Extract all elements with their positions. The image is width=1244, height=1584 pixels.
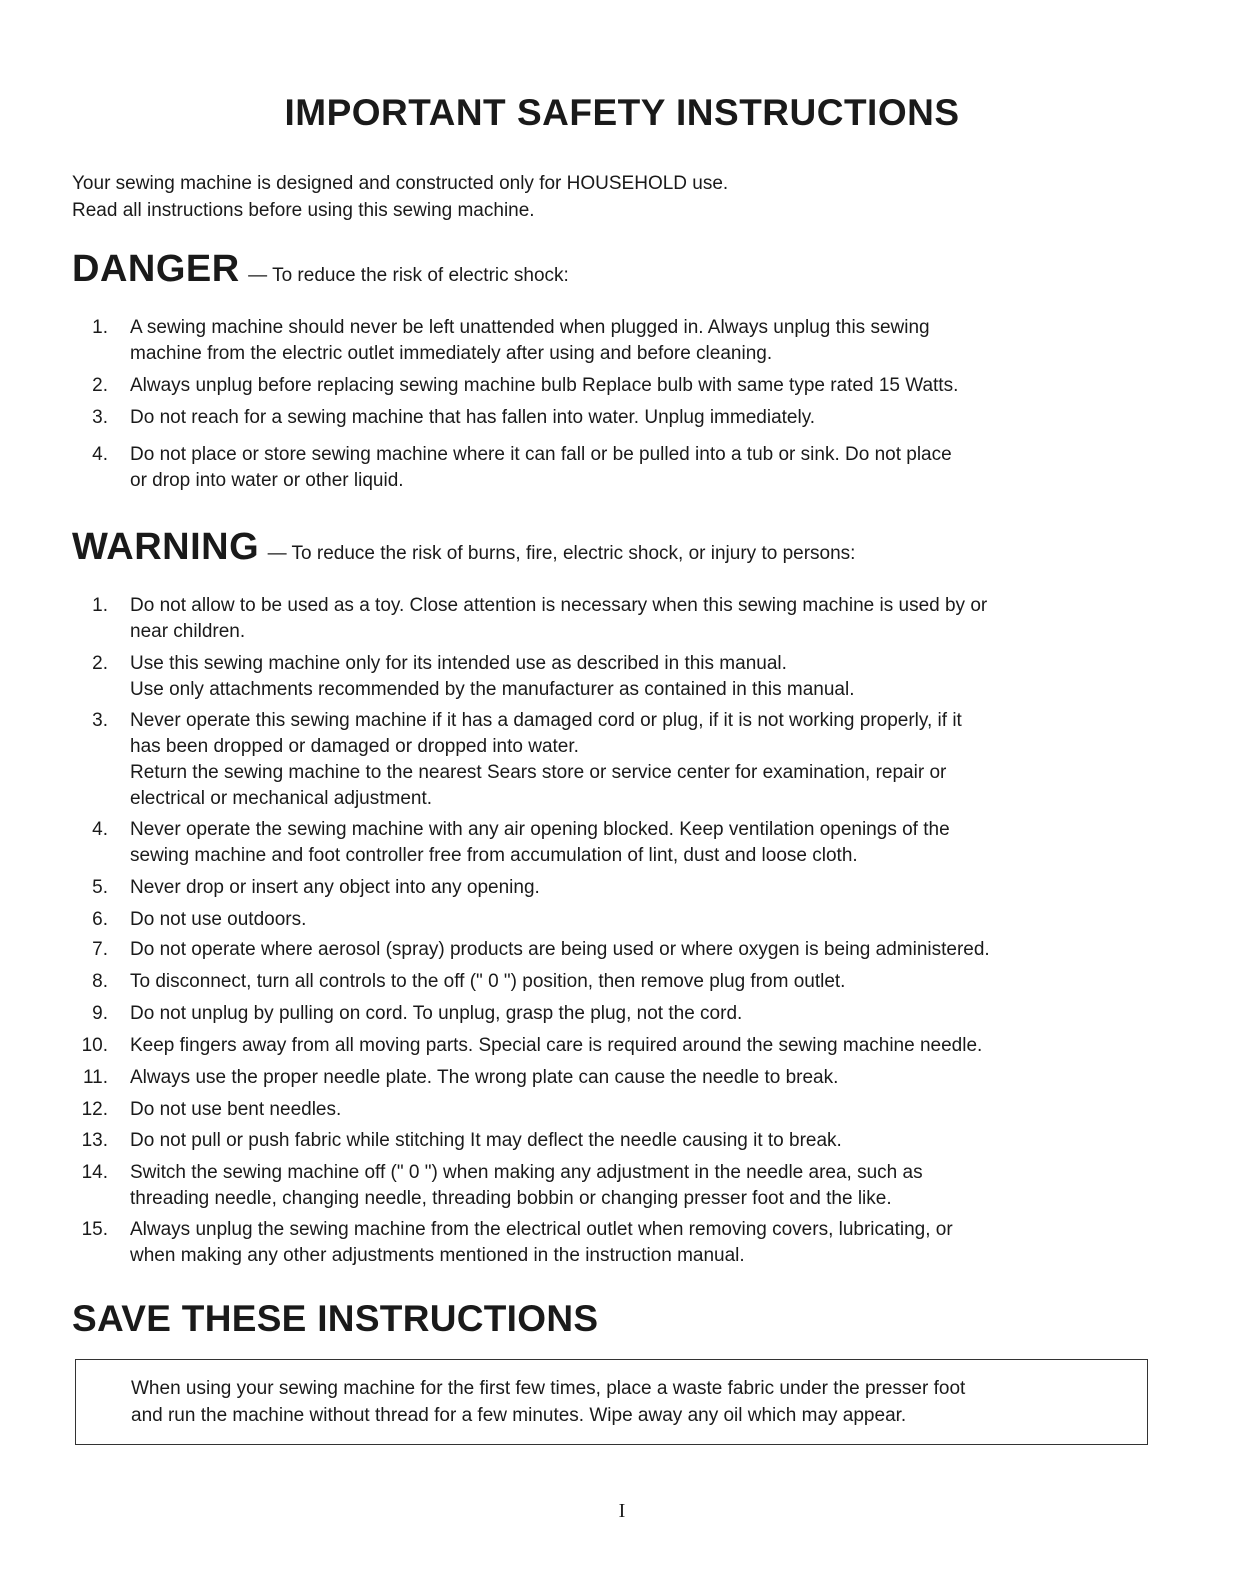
item-line: Do not reach for a sewing machine that has fallen into water. Unplug immediately. bbox=[130, 407, 816, 428]
page-title: IMPORTANT SAFETY INSTRUCTIONS bbox=[284, 92, 960, 133]
item-text bbox=[130, 1217, 953, 1269]
item-text bbox=[130, 1128, 842, 1154]
item-line: threading needle, changing needle, threading bobbin or changing presser foot and the like. bbox=[130, 1188, 892, 1209]
item-text bbox=[130, 1160, 923, 1212]
item-line: Switch the sewing machine off (" 0 ") when making any adjustment in the needle area, such as bbox=[130, 1162, 923, 1183]
item-line: Do not allow to be used as a toy. Close attention is necessary when this sewing machine is used by or bbox=[130, 595, 988, 616]
note-line: When using your sewing machine for the first few times, place a waste fabric under the presser foot bbox=[131, 1378, 966, 1399]
warning-subtitle: — To reduce the risk of burns, fire, electric shock, or injury to persons: bbox=[267, 543, 856, 564]
warning-heading bbox=[72, 526, 855, 569]
item-number: 12. bbox=[81, 1099, 108, 1120]
item-text bbox=[130, 405, 815, 431]
item-line: Never drop or insert any object into any opening. bbox=[130, 877, 540, 898]
note-text bbox=[131, 1375, 965, 1429]
item-line: machine from the electric outlet immediately after using and before cleaning. bbox=[130, 343, 773, 364]
warning-title: WARNING bbox=[72, 526, 260, 568]
item-number: 8. bbox=[92, 971, 108, 992]
item-number: 6. bbox=[92, 909, 108, 930]
item-text bbox=[130, 651, 855, 703]
item-line: Keep fingers away from all moving parts. Special care is required around the sewing machine needle. bbox=[130, 1035, 983, 1056]
item-text bbox=[130, 875, 540, 901]
item-text bbox=[130, 1065, 838, 1091]
item-number: 10. bbox=[81, 1035, 108, 1056]
danger-title: DANGER bbox=[72, 248, 240, 290]
item-line: Do not place or store sewing machine where it can fall or be pulled into a tub or sink. Do not place bbox=[130, 444, 952, 465]
item-text bbox=[130, 1097, 341, 1123]
item-number: 13. bbox=[81, 1130, 108, 1151]
note-line: and run the machine without thread for a few minutes. Wipe away any oil which may appear. bbox=[131, 1405, 907, 1426]
item-line: Use only attachments recommended by the manufacturer as contained in this manual. bbox=[130, 679, 855, 700]
item-number: 3. bbox=[92, 710, 108, 731]
item-text bbox=[130, 373, 958, 399]
item-line: Do not pull or push fabric while stitching It may deflect the needle causing it to break. bbox=[130, 1130, 842, 1151]
item-line: Do not use bent needles. bbox=[130, 1099, 342, 1120]
item-text bbox=[130, 315, 930, 367]
item-line: Do not use outdoors. bbox=[130, 909, 307, 930]
item-number: 4. bbox=[92, 819, 108, 840]
item-number: 1. bbox=[92, 595, 108, 616]
item-line: has been dropped or damaged or dropped into water. bbox=[130, 736, 579, 757]
item-text bbox=[130, 907, 306, 933]
intro-line: Your sewing machine is designed and constructed only for HOUSEHOLD use. bbox=[72, 173, 729, 194]
item-line: Return the sewing machine to the nearest Sears store or service center for examination, repair or bbox=[130, 762, 947, 783]
item-line: Do not operate where aerosol (spray) products are being used or where oxygen is being administered. bbox=[130, 939, 990, 960]
item-line: near children. bbox=[130, 621, 246, 642]
item-line: To disconnect, turn all controls to the off (" 0 ") position, then remove plug from outlet. bbox=[130, 971, 846, 992]
item-number: 4. bbox=[92, 444, 108, 465]
item-line: Always unplug before replacing sewing machine bulb Replace bulb with same type rated 15 Watts. bbox=[130, 375, 959, 396]
item-text bbox=[130, 1033, 982, 1059]
item-number: 5. bbox=[92, 877, 108, 898]
item-text bbox=[130, 1001, 742, 1027]
item-line: sewing machine and foot controller free from accumulation of lint, dust and loose cloth. bbox=[130, 845, 858, 866]
item-number: 15. bbox=[81, 1219, 108, 1240]
note-box bbox=[75, 1359, 1148, 1445]
save-instructions-heading: SAVE THESE INSTRUCTIONS bbox=[72, 1298, 599, 1339]
item-line: when making any other adjustments mentioned in the instruction manual. bbox=[130, 1245, 745, 1266]
item-text bbox=[130, 937, 990, 963]
danger-heading bbox=[72, 248, 569, 291]
item-line: or drop into water or other liquid. bbox=[130, 470, 404, 491]
item-line: A sewing machine should never be left unattended when plugged in. Always unplug this sewing bbox=[130, 317, 930, 338]
item-number: 11. bbox=[82, 1067, 108, 1088]
item-text bbox=[130, 817, 950, 869]
item-line: Never operate this sewing machine if it has a damaged cord or plug, if it is not working properly, if it bbox=[130, 710, 962, 731]
item-number: 2. bbox=[92, 375, 108, 396]
item-text bbox=[130, 708, 962, 812]
item-number: 3. bbox=[92, 407, 108, 428]
page-number: I bbox=[618, 1500, 626, 1522]
item-line: Do not unplug by pulling on cord. To unplug, grasp the plug, not the cord. bbox=[130, 1003, 743, 1024]
intro-line: Read all instructions before using this sewing machine. bbox=[72, 200, 535, 221]
item-number: 9. bbox=[92, 1003, 108, 1024]
item-line: Always use the proper needle plate. The wrong plate can cause the needle to break. bbox=[130, 1067, 839, 1088]
item-line: electrical or mechanical adjustment. bbox=[130, 788, 433, 809]
item-number: 2. bbox=[92, 653, 108, 674]
item-line: Always unplug the sewing machine from the electrical outlet when removing covers, lubricating, or bbox=[130, 1219, 953, 1240]
item-line: Never operate the sewing machine with any air opening blocked. Keep ventilation openings of the bbox=[130, 819, 950, 840]
item-text bbox=[130, 593, 987, 645]
item-number: 1. bbox=[92, 317, 108, 338]
item-text bbox=[130, 969, 845, 995]
item-text bbox=[130, 442, 952, 494]
item-line: Use this sewing machine only for its intended use as described in this manual. bbox=[130, 653, 787, 674]
danger-subtitle: — To reduce the risk of electric shock: bbox=[248, 265, 569, 286]
intro-text bbox=[72, 170, 728, 224]
item-number: 7. bbox=[92, 939, 108, 960]
item-number: 14. bbox=[81, 1162, 108, 1183]
